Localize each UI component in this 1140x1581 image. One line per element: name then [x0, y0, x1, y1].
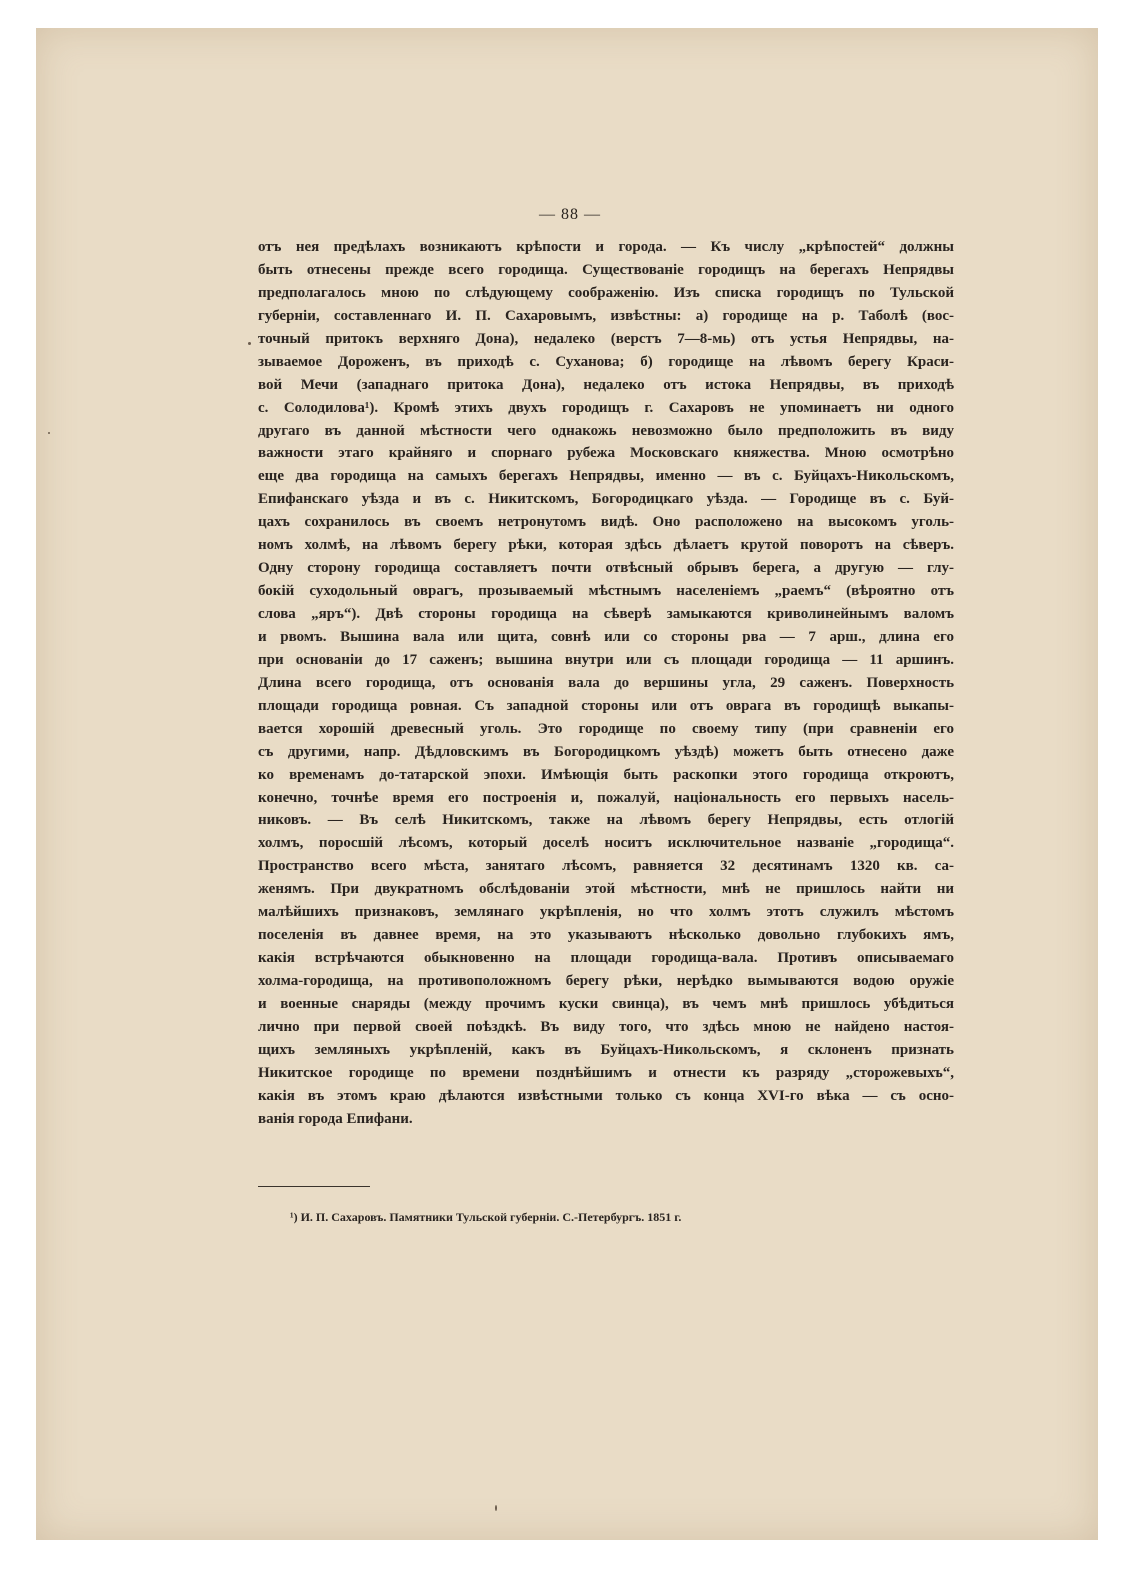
text-line: щихъ земляныхъ укрѣпленій, какъ въ Буйцахъ-Никольскомъ, я склоненъ признать [258, 1041, 954, 1058]
footnote-divider [258, 1186, 370, 1187]
text-line: холма-городища, на противоположномъ берегу рѣки, нерѣдко вымываются водою оружіе [258, 973, 954, 989]
text-line: площади городища ровная. Съ западной стороны или отъ оврага въ городищѣ выкапы- [258, 697, 954, 714]
text-line: никовъ. — Въ селѣ Никитскомъ, также на лѣвомъ берегу Непрядвы, есть отлогій [258, 812, 954, 829]
text-line: вается хорошій древесный уголь. Это городище по своему типу (при сравненіи его [258, 720, 954, 737]
text-line: и рвомъ. Вышина вала или щита, совнѣ или со стороны рва — 7 арш., длина его [258, 628, 954, 645]
text-line: женямъ. При двукратномъ обслѣдованіи этой мѣстности, мнѣ не пришлось найти ни [258, 881, 954, 898]
text-line: поселенія въ давнее время, на это указываютъ нѣсколько довольно глубокихъ ямъ, [258, 927, 954, 944]
text-line: другаго въ данной мѣстности чего однакожь невозможно было предположить въ виду [258, 422, 954, 439]
text-line: зываемое Дороженъ, въ приходѣ с. Суханова; б) городище на лѣвомъ берегу Краси- [258, 353, 954, 370]
text-line: Длина всего городища, отъ основанія вала до вершины угла, 29 саженъ. Поверхность [258, 674, 954, 691]
text-line: еще два городища на самыхъ берегахъ Непрядвы, именно — въ с. Буйцахъ-Никольскомъ, [258, 468, 954, 485]
text-line: ванія города Епифани. [258, 1110, 413, 1127]
text-line: отъ нея предѣлахъ возникаютъ крѣпости и города. — Къ числу „крѣпостей“ должны [258, 239, 954, 255]
text-line: Епифанскаго уѣзда и въ с. Никитскомъ, Богородицкаго уѣзда. — Городище въ с. Буй- [258, 491, 954, 508]
text-line: вой Мечи (западнаго притока Дона), недалеко отъ истока Непрядвы, въ приходѣ [258, 376, 954, 393]
text-line: точный притокъ верхняго Дона), недалеко (верстъ 7—8-мь) отъ устья Непрядвы, на- [258, 330, 954, 347]
main-text [258, 236, 954, 1131]
text-line: конечно, точнѣе время его построенія и, пожалуй, національность его первыхъ насель- [258, 789, 954, 806]
text-line: губерніи, составленнаго И. П. Сахаровымъ, извѣстны: а) городище на р. Таболѣ (вос- [258, 307, 954, 324]
text-line: при основаніи до 17 саженъ; вышина внутри или съ площади городища — 11 аршинъ. [258, 651, 954, 668]
paper-speck [495, 1505, 497, 1511]
text-line: какія встрѣчаются обыкновенно на площади городища-вала. Противъ описываемаго [258, 950, 954, 967]
text-line: какія въ этомъ краю дѣлаются извѣстными только съ конца XVI-го вѣка — съ осно- [258, 1087, 954, 1104]
text-line: с. Солодилова¹). Кромѣ этихъ двухъ городищъ г. Сахаровъ не упоминаетъ ни одного [258, 399, 954, 416]
page-number: — 88 — [539, 206, 601, 223]
text-line: малѣйшихъ признаковъ, землянаго укрѣпленія, но что холмъ этотъ служилъ мѣстомъ [258, 904, 954, 921]
text-line: и военные снаряды (между прочимъ куски свинца), въ чемъ мнѣ пришлось убѣдиться [258, 995, 954, 1012]
footnote: ¹) И. П. Сахаровъ. Памятники Тульской губерніи. С.-Петербургъ. 1851 г. [290, 1210, 682, 1224]
text-line: Пространство всего мѣста, занятаго лѣсомъ, равняется 32 десятинамъ 1320 кв. са- [258, 858, 954, 875]
text-line: лично при первой своей поѣздкѣ. Въ виду того, что здѣсь мною не найдено настоя- [258, 1018, 954, 1035]
text-line: ко временамъ до-татарской эпохи. Имѣющія быть раскопки этого городища откроютъ, [258, 766, 954, 783]
text-line: Никитское городище по времени позднѣйшимъ и отнести къ разряду „сторожевыхъ“, [258, 1064, 954, 1081]
text-line: быть отнесены прежде всего городища. Существованіе городищъ на берегахъ Непрядвы [258, 261, 954, 278]
text-line: предполагалось мною по слѣдующему соображенію. Изъ списка городищъ по Тульской [258, 284, 954, 301]
text-line: номъ холмѣ, на лѣвомъ берегу рѣки, которая здѣсь дѣлаетъ крутой поворотъ на сѣверъ. [258, 537, 954, 554]
text-line: цахъ сохранилось въ своемъ нетронутомъ видѣ. Оно расположено на высокомъ уголь- [258, 514, 954, 531]
paper-speck [48, 432, 50, 434]
text-line: важности этаго крайняго и спорнаго рубежа Московскаго княжества. Мною осмотрѣно [258, 445, 954, 462]
text-line: слова „яръ“). Двѣ стороны городища на сѣверѣ замыкаются криволинейнымъ валомъ [258, 606, 954, 622]
text-line: холмъ, поросшій лѣсомъ, который доселѣ носитъ исключительное названіе „городища“. [258, 835, 954, 852]
text-line: Одну сторону городища составляетъ почти отвѣсный обрывъ берега, а другую — глу- [258, 560, 954, 577]
paper-speck [248, 342, 251, 345]
text-line: бокій суходольный оврагъ, прозываемый мѣстнымъ населеніемъ „раемъ“ (вѣроятно отъ [258, 583, 954, 600]
text-line: съ другими, напр. Дѣдловскимъ въ Богородицкомъ уѣздѣ) можетъ быть отнесено даже [258, 743, 954, 760]
